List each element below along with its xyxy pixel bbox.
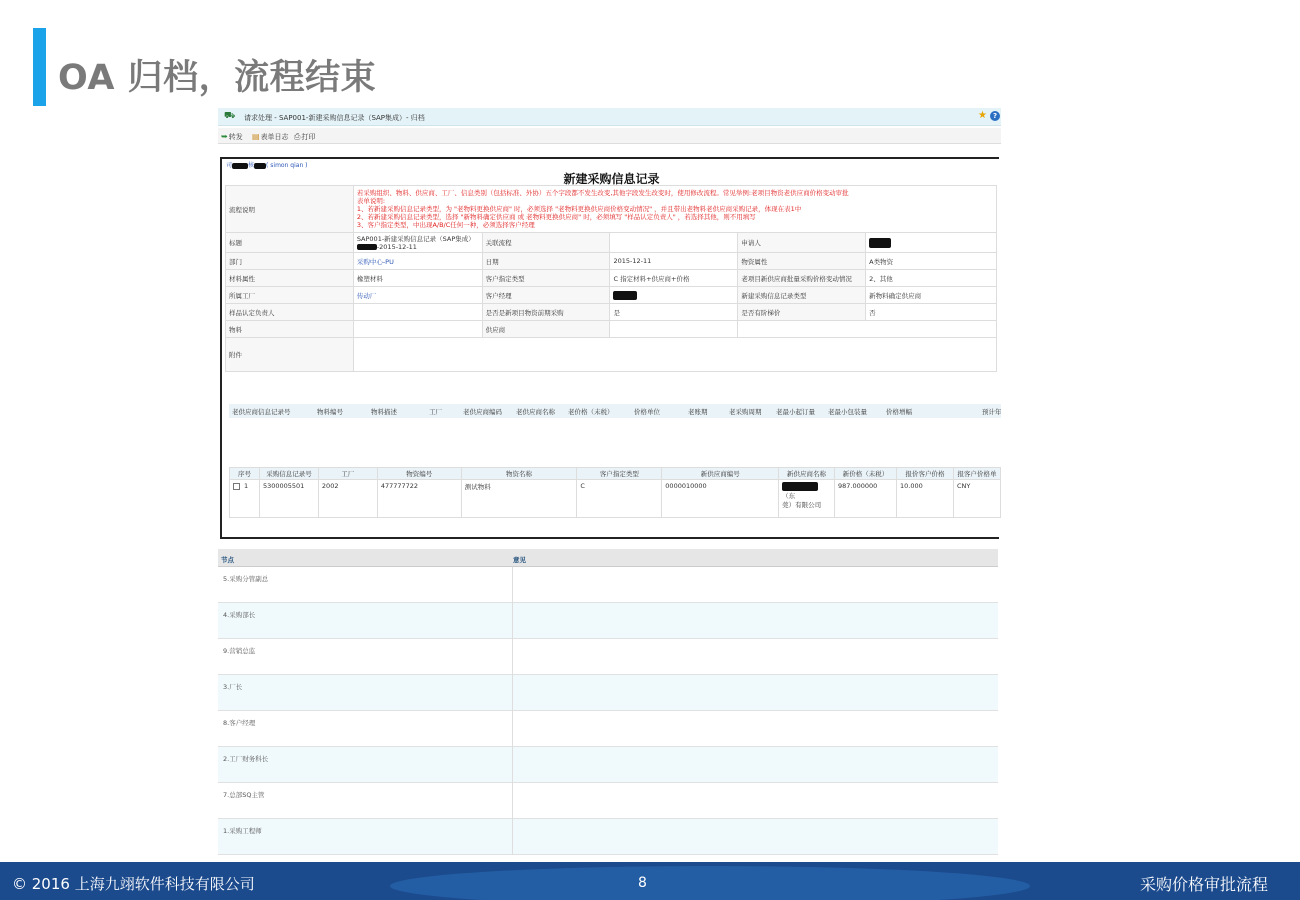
approval-header bbox=[218, 549, 998, 567]
column-header: 老账期 bbox=[688, 408, 708, 416]
section-title: 采购价格审批流程 bbox=[1139, 875, 1268, 894]
column-header: 工厂 bbox=[429, 408, 442, 416]
column-header: 物料编号 bbox=[317, 408, 343, 416]
attachment-label: 附件 bbox=[226, 338, 354, 372]
page-number: 8 bbox=[638, 875, 647, 891]
approval-row bbox=[218, 747, 998, 783]
slide-footer bbox=[0, 862, 1300, 900]
approval-row bbox=[218, 819, 998, 855]
column-header: 工厂 bbox=[318, 468, 377, 480]
price-change-label: 老项目新供应商批量采购价格变动情况 bbox=[738, 270, 866, 287]
applicant-value bbox=[866, 233, 997, 253]
approval-row bbox=[218, 567, 998, 603]
currency-cell: CNY bbox=[953, 480, 1000, 518]
sample-owner-value[interactable] bbox=[353, 304, 482, 321]
toolbar bbox=[218, 128, 1001, 144]
redaction bbox=[232, 163, 248, 169]
detail-table bbox=[229, 467, 1001, 518]
department-label: 部门 bbox=[226, 253, 354, 270]
title-value-date: -2015-12-11 bbox=[376, 243, 417, 251]
new-project-label: 是否是新项目物资前期采购 bbox=[482, 304, 610, 321]
process-description bbox=[353, 186, 996, 233]
node-name: 8.客户经理 bbox=[223, 719, 256, 727]
forward-button[interactable] bbox=[221, 132, 243, 142]
node-name: 4.采购部长 bbox=[223, 611, 256, 619]
date-value: 2015-12-11 bbox=[610, 253, 738, 270]
customer-type-label: 客户指定类型 bbox=[482, 270, 610, 287]
redaction bbox=[869, 238, 891, 248]
opinion-header: 意见 bbox=[513, 556, 526, 564]
record-number-cell: 5300005501 bbox=[259, 480, 318, 518]
column-header: 老最小起订量 bbox=[776, 408, 815, 416]
column-header: 新供应商名称 bbox=[779, 468, 835, 480]
account-manager-value bbox=[610, 287, 738, 304]
row-number-cell bbox=[230, 480, 260, 518]
plant-label: 所属工厂 bbox=[226, 287, 354, 304]
process-text-line: 1、若新建采购信息记录类型，为 "老物料更换供应商" 时，必须选择 "老物料更换供应商价格变动情况" ，并且带出老物料老供应商采购记录，体现在表1中 bbox=[356, 205, 802, 213]
column-header: 新供应商编号 bbox=[662, 468, 779, 480]
column-header: 序号 bbox=[230, 468, 260, 480]
column-header: 价格单位 bbox=[634, 408, 660, 416]
table-row bbox=[230, 480, 1001, 518]
material-value[interactable] bbox=[353, 321, 482, 338]
column-header: 客户指定类型 bbox=[577, 468, 662, 480]
approval-row bbox=[218, 783, 998, 819]
approval-row bbox=[218, 603, 998, 639]
column-header: 老采购周期 bbox=[729, 408, 762, 416]
column-header: 物资名称 bbox=[461, 468, 577, 480]
window-title: 请求处理 - SAP001-新建采购信息记录（SAP集成）- 归档 bbox=[244, 114, 425, 122]
applicant-name: ( simon qian ) bbox=[266, 162, 308, 169]
slide-title: OA 归档，流程结束 bbox=[58, 58, 377, 98]
title-accent-bar bbox=[33, 28, 46, 106]
applicant-label: 申请人 bbox=[738, 233, 866, 253]
old-supplier-table-header bbox=[229, 404, 1001, 418]
plant-cell: 2002 bbox=[318, 480, 377, 518]
approval-row bbox=[218, 675, 998, 711]
form-log-label: 表单日志 bbox=[260, 133, 289, 141]
redaction bbox=[613, 291, 637, 300]
material-attr-value: A类物资 bbox=[866, 253, 997, 270]
node-header: 节点 bbox=[221, 556, 234, 564]
process-label: 流程说明 bbox=[226, 186, 354, 233]
material-property-value: 橡塑材料 bbox=[353, 270, 482, 287]
approval-row bbox=[218, 639, 998, 675]
attachment-area[interactable] bbox=[353, 338, 996, 372]
divider bbox=[512, 603, 513, 639]
form-log-button[interactable] bbox=[252, 132, 289, 142]
divider bbox=[512, 819, 513, 855]
node-name: 5.采购分管副总 bbox=[223, 575, 269, 583]
column-header: 价格增幅 bbox=[886, 408, 912, 416]
empty-cell bbox=[738, 321, 997, 338]
divider bbox=[512, 783, 513, 819]
department-value[interactable]: 采购中心-PU bbox=[353, 253, 482, 270]
sample-owner-label: 样品认定负责人 bbox=[226, 304, 354, 321]
quote-price-cell: 10.000 bbox=[896, 480, 953, 518]
related-process-label: 关联流程 bbox=[482, 233, 610, 253]
supplier-name-part: （东 bbox=[782, 492, 796, 500]
column-header: 预计年 bbox=[982, 408, 1001, 416]
redaction bbox=[254, 163, 266, 169]
process-text-line: 表单说明: bbox=[356, 197, 386, 205]
material-name-cell: 测试物料 bbox=[461, 480, 577, 518]
title-value-text: SAP001-新建采购信息记录（SAP集成） bbox=[356, 235, 475, 243]
material-attr-label: 物资属性 bbox=[738, 253, 866, 270]
redaction bbox=[357, 244, 377, 250]
column-header: 老供应商信息记录号 bbox=[232, 408, 291, 416]
form-main-table bbox=[225, 185, 997, 372]
process-text-line: 若采购组织、物料、供应商、工厂、信息类别（包括标准、外协）五个字段都不发生改变,其他字段发生改变时，使用修改流程。常见举例:老项目物资老供应商价格变动审批 bbox=[356, 189, 849, 197]
node-name: 7.总部SQ主管 bbox=[223, 791, 265, 799]
column-header: 报客户价格单 bbox=[953, 468, 1000, 480]
tiered-price-value: 否 bbox=[866, 304, 997, 321]
customer-type-cell: C bbox=[577, 480, 662, 518]
material-property-label: 材料属性 bbox=[226, 270, 354, 287]
process-text-line: 3、客户指定类型，中出现A/B/C任何一种，必须选择客户经理 bbox=[356, 221, 535, 229]
supplier-name-part: 莞）有限公司 bbox=[782, 501, 822, 509]
divider bbox=[512, 747, 513, 783]
approval-row bbox=[218, 711, 998, 747]
applicant-line bbox=[226, 160, 308, 169]
title-value bbox=[353, 233, 482, 253]
row-checkbox[interactable] bbox=[233, 483, 240, 490]
form-panel bbox=[220, 157, 999, 539]
applicant-prefix: 司 bbox=[226, 162, 233, 169]
column-header: 老供应商名称 bbox=[516, 408, 555, 416]
divider bbox=[512, 711, 513, 747]
account-manager-label: 客户经理 bbox=[482, 287, 610, 304]
supplier-value[interactable] bbox=[610, 321, 738, 338]
divider bbox=[512, 675, 513, 711]
column-header: 物资编号 bbox=[377, 468, 461, 480]
log-icon: ▤ bbox=[252, 132, 260, 141]
new-project-value: 是 bbox=[610, 304, 738, 321]
node-name: 1.采购工程师 bbox=[223, 827, 262, 835]
favorite-star-icon[interactable]: ★ bbox=[978, 110, 987, 121]
copyright: © 2016 上海九翊软件科技有限公司 bbox=[12, 875, 255, 893]
material-number-cell: 477777722 bbox=[377, 480, 461, 518]
column-header: 报价客户价格 bbox=[896, 468, 953, 480]
price-change-value: 2、其他 bbox=[866, 270, 997, 287]
column-header: 物料描述 bbox=[371, 408, 397, 416]
print-icon: ⎙ bbox=[294, 132, 301, 141]
customer-type-value: C 指定材料+供应商+价格 bbox=[610, 270, 738, 287]
footer-swoosh bbox=[390, 866, 1030, 900]
process-text-line: 2、若新建采购信息记录类型，选择 "新物料确定供应商 或 老物料更换供应商" 时，必须填写 "样品认定负责人" ，若选择其他，则不用填写 bbox=[356, 213, 756, 221]
column-header: 老价格（未税） bbox=[568, 408, 614, 416]
print-button[interactable] bbox=[294, 132, 315, 142]
date-label: 日期 bbox=[482, 253, 610, 270]
tiered-price-label: 是否有阶梯价 bbox=[738, 304, 866, 321]
redaction bbox=[782, 482, 818, 491]
app-logo-icon: ⛟ bbox=[224, 111, 236, 121]
node-name: 2.工厂财务科长 bbox=[223, 755, 269, 763]
help-icon[interactable]: ? bbox=[990, 111, 1000, 121]
node-name: 3.厂长 bbox=[223, 683, 243, 691]
supplier-number-cell: 0000010000 bbox=[662, 480, 779, 518]
column-header: 新价格（未税） bbox=[835, 468, 897, 480]
supplier-name-cell bbox=[779, 480, 835, 518]
forward-label: 转发 bbox=[228, 133, 243, 141]
supplier-label: 供应商 bbox=[482, 321, 610, 338]
approval-rows bbox=[218, 567, 998, 855]
title-label: 标题 bbox=[226, 233, 354, 253]
column-header: 采购信息记录号 bbox=[259, 468, 318, 480]
window-title-bar bbox=[218, 108, 1001, 126]
approval-log bbox=[218, 549, 998, 855]
record-type-label: 新建采购信息记录类型 bbox=[738, 287, 866, 304]
record-type-value: 新物料确定供应商 bbox=[866, 287, 997, 304]
related-process-value[interactable] bbox=[610, 233, 738, 253]
new-price-cell: 987.000000 bbox=[835, 480, 897, 518]
divider bbox=[512, 567, 513, 603]
node-name: 9.营销总监 bbox=[223, 647, 256, 655]
column-header: 老供应商编码 bbox=[463, 408, 502, 416]
material-label: 物料 bbox=[226, 321, 354, 338]
plant-value[interactable]: 传动厂 bbox=[353, 287, 482, 304]
applicant-mid: 核 bbox=[248, 162, 255, 169]
oa-window bbox=[218, 108, 1001, 856]
divider bbox=[512, 639, 513, 675]
print-label: 打印 bbox=[301, 133, 316, 141]
column-header: 老最小包装量 bbox=[828, 408, 867, 416]
forward-icon: ➥ bbox=[221, 132, 228, 141]
row-number: 1 bbox=[244, 482, 249, 490]
form-title: 新建采购信息记录 bbox=[563, 172, 660, 186]
